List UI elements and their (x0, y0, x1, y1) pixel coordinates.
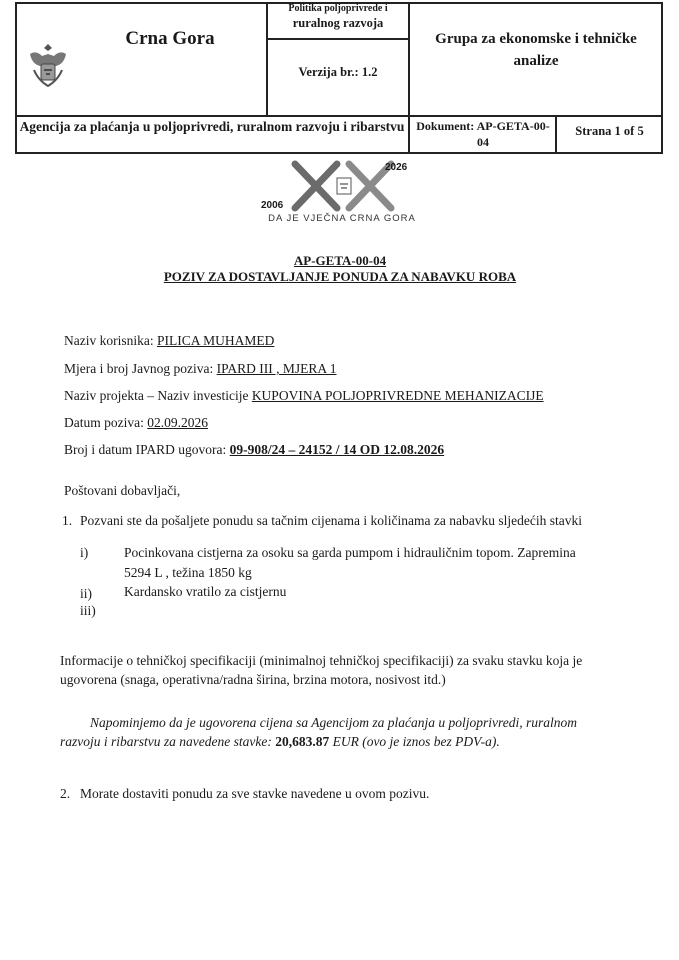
document-code: Dokument: AP-GETA-00-04 (416, 119, 550, 149)
item-number: ii) (80, 586, 92, 601)
coat-of-arms-icon (24, 40, 72, 92)
version-label: Verzija br.: 1.2 (298, 65, 378, 79)
price-note-line-1: Napominjemo da je ugovorena cijena sa Agencijom za plaćanja u poljoprivredi, ruralnom (90, 715, 577, 730)
field-label: Naziv projekta – Naziv investicije (64, 388, 252, 403)
item-text: Pocinkovana cistjerna za osoku sa garda pumpom i hidrauličnim topom. Zapremina (124, 545, 576, 560)
item-text-continued: 5294 L , težina 1850 kg (124, 565, 252, 580)
field-measure (64, 361, 337, 377)
jubilee-slogan: DA JE VJEČNA CRNA GORA (268, 213, 416, 224)
page-indicator: Strana 1 of 5 (575, 124, 644, 138)
country-name: Crna Gora (125, 28, 215, 49)
year-start: 2006 (261, 200, 284, 211)
point-1-text: Pozvani ste da pošaljete ponudu sa tačnim cijenama i količinama za nabavku sljedećih stavki (80, 513, 582, 528)
point-2-text: Morate dostaviti ponudu za sve stavke navedene u ovom pozivu. (80, 786, 430, 801)
year-end: 2026 (385, 162, 408, 173)
group-name: Grupa za ekonomske i tehničke analize (435, 31, 637, 69)
spec-info-line-1: Informacije o tehničkoj specifikaciji (minimalnoj tehničkoj specifikaciji) za svaku stavku koja je (60, 653, 583, 668)
field-label: Broj i datum IPARD ugovora: (64, 442, 230, 457)
greeting: Poštovani dobavljači, (64, 483, 181, 498)
field-beneficiary (64, 333, 274, 349)
agency-name: Agencija za plaćanja u poljoprivredi, ruralnom razvoju i ribarstvu (19, 119, 405, 134)
page-title: POZIV ZA DOSTAVLJANJE PONUDA ZA NABAVKU ROBA (163, 269, 517, 284)
field-value: 02.09.2026 (147, 415, 208, 430)
point-2-number: 2. (60, 786, 71, 801)
field-label: Datum poziva: (64, 415, 148, 430)
field-date (64, 415, 208, 431)
point-1-number: 1. (62, 513, 73, 528)
item-number: iii) (80, 603, 96, 618)
item-text: Kardansko vratilo za cistjernu (124, 584, 287, 599)
document-header (15, 2, 663, 154)
field-value: PILICA MUHAMED (156, 333, 275, 348)
field-contract (64, 442, 444, 458)
field-project (64, 388, 544, 404)
price-note-line-2 (60, 734, 500, 750)
jubilee-logo (247, 160, 437, 230)
policy-line-2: ruralnog razvoja (292, 16, 384, 30)
price-note-suffix: EUR (ovo je iznos bez PDV-a). (329, 734, 500, 749)
contracted-amount: 20,683.87 (275, 734, 330, 749)
policy-line-1: Politika poljoprivrede i (288, 3, 388, 14)
field-value: IPARD III , MJERA 1 (216, 361, 337, 376)
field-value: 09-908/24 – 24152 / 14 OD 12.08.2026 (229, 442, 445, 457)
spec-info-line-2: ugovorena (snaga, operativna/radna širina, brzina motora, nosivost itd.) (60, 672, 446, 687)
field-label: Mjera i broj Javnog poziva: (64, 361, 217, 376)
document-code-title: AP-GETA-00-04 (293, 253, 387, 268)
field-value: KUPOVINA POLJOPRIVREDNE MEHANIZACIJE (251, 388, 544, 403)
field-label: Naziv korisnika: (64, 333, 157, 348)
item-number: i) (80, 545, 89, 560)
price-note-prefix: razvoju i ribarstvu za navedene stavke: (60, 734, 276, 749)
